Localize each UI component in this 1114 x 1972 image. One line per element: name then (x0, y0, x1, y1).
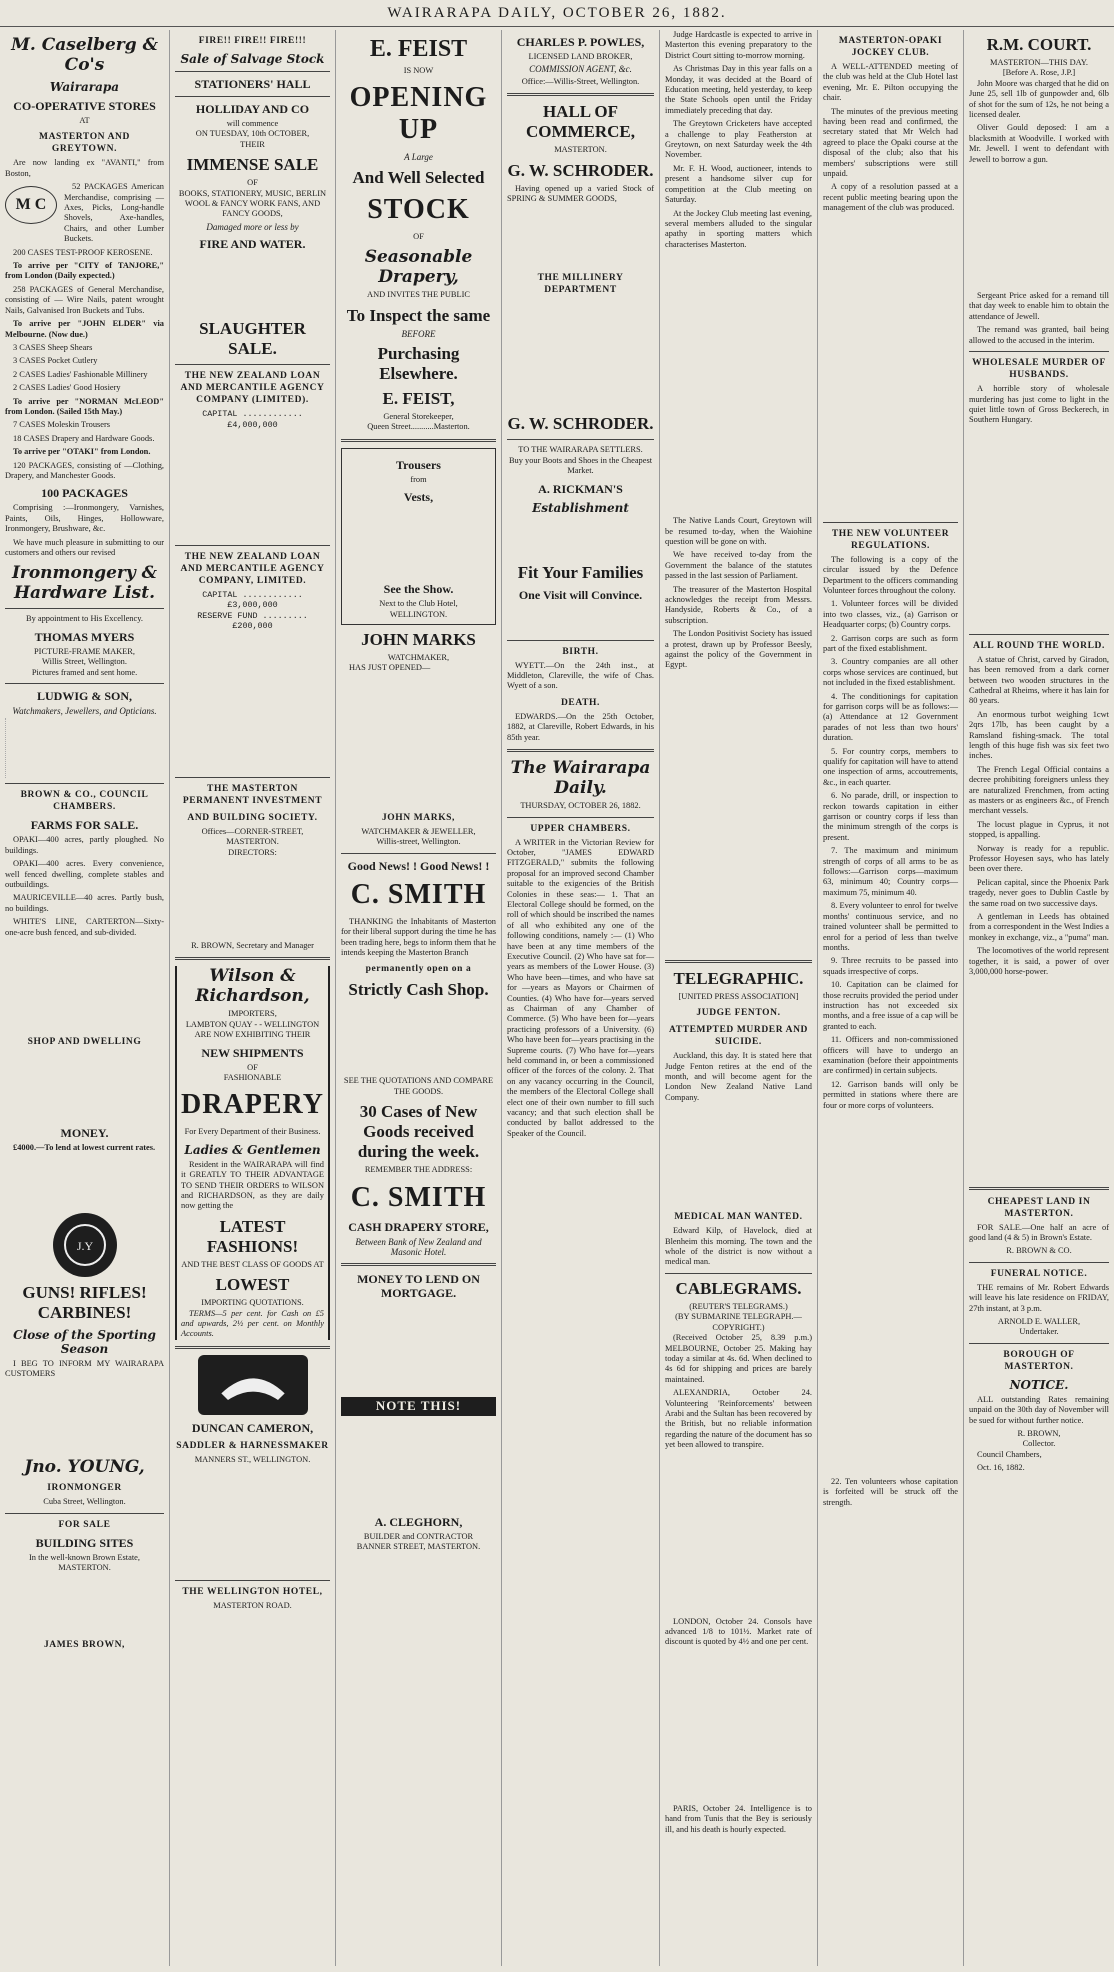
capital-line-1: CAPITAL ............ £4,000,000 (202, 409, 303, 430)
customer-notice: I BEG TO INFORM MY WAIRARAPA CUSTOMERS (5, 1358, 164, 1378)
guns-heading: GUNS! RIFLES! CARBINES! (22, 1282, 147, 1322)
arrival-notice-1: To arrive per "CITY of TANJORE," from London (Daily expected.) (5, 261, 164, 281)
smith-filler (341, 1003, 496, 1073)
local-news-9: The London Positivist Society has issued a protest, drawn up by Professor Beesly, against the policy of the Government in Egypt. (665, 629, 812, 670)
cash-shop-heading: Strictly Cash Shop. (348, 980, 489, 1000)
wellington-label: WELLINGTON. (389, 609, 448, 619)
farm-listing-4: WHITE'S LINE, CARTERTON—Sixty-one-acre bush fenced, and sub-divided. (5, 917, 164, 937)
lowest-label: LOWEST (215, 1275, 290, 1295)
myers-note: Pictures framed and sent home. (31, 667, 138, 677)
storekeeper-label: General Storekeeper, (383, 412, 454, 422)
regulation-12: 12. Garrison bands will only be permitted in stations where there are four or more corps of volunteers. (823, 1079, 958, 1110)
land-broker-label: LICENSED LAND BROKER, (528, 52, 633, 61)
builder-label: BUILDER and CONTRACTOR (363, 1531, 474, 1541)
co-operative-stores-heading: CO-OPERATIVE STORES (13, 99, 156, 113)
shop-dwelling-heading: SHOP AND DWELLING (27, 1037, 142, 1048)
notice-heading: NOTICE. (1009, 1377, 1069, 1392)
queen-street-label: Queen Street...........Masterton. (367, 422, 470, 432)
masthead-title: WAIRARAPA DAILY, OCTOBER 26, 1882. (387, 5, 727, 21)
package-list-9: 18 CASES Drapery and Hardware Goods. (13, 433, 155, 443)
settlers-label: TO THE WAIRARAPA SETTLERS. (518, 445, 643, 455)
regulation-9: 9. Three recruits to be passed into squads irrespective of corps. (823, 956, 958, 976)
building-society-filler (175, 858, 330, 938)
package-list-10: 120 PACKAGES, consisting of —Clothing, Drapery, and Manchester Goods. (5, 460, 164, 480)
court-para-3: Sergeant Price asked for a remand till that day week to enable him to obtain the attendance of Jewell. (969, 291, 1109, 321)
salvage-heading: Sale of Salvage Stock (180, 52, 325, 66)
world-news-3: The French Legal Official contains a decree prohibiting foreigners unless they are naturalized Frenchmen, from acting as masters or as engineers &c., of French merchant vessels. (969, 764, 1109, 816)
cheapest-land-text: FOR SALE.—One half an acre of good land (4 & 5) in Brown's Estate. (969, 1222, 1109, 1242)
council-chambers-label: Council Chambers, (977, 1449, 1042, 1459)
court-para-1: John Moore was charged that he did on June 25, sell 1lb of gunpowder and, 6lb of shot for the sum of 12s, he not being a licensed dealer. (969, 78, 1109, 120)
trousers-from-label: from (410, 474, 427, 484)
immense-sale-heading: IMMENSE SALE (186, 155, 319, 175)
drapery-heading: DRAPERY (181, 1089, 324, 1121)
note-this-filler (341, 1420, 496, 1510)
purchasing-elsewhere-heading: Purchasing Elsewhere. (377, 344, 460, 384)
commission-agent-label: COMMISSION AGENT, &c. (529, 64, 632, 75)
permanently-open-label: permanently open on a (365, 964, 472, 975)
court-para-2: Oliver Gould deposed: I am a blacksmith at Woodville. I worked with Mr. Jewell. I went to defendant with Jewell to borrow a gun. (969, 123, 1109, 164)
customer-notice-filler (5, 1382, 164, 1452)
mc-trade-mark: M C (5, 186, 57, 224)
a-large-label: A Large (404, 152, 433, 163)
arrival-notice-4: To arrive per "OTAKI" from London. (13, 447, 151, 457)
myers-trade: PICTURE-FRAME MAKER, (34, 646, 135, 656)
rm-court-judge: [Before A. Rose, J.P.] (1002, 68, 1076, 78)
saddle-illustration-icon (198, 1355, 308, 1415)
package-list-2: 200 CASES TEST-PROOF KEROSENE. (13, 247, 153, 257)
smith-heading-2: C. SMITH (350, 1181, 487, 1213)
rm-court-date: MASTERTON—THIS DAY. (990, 58, 1088, 67)
cable-paris: PARIS, October 24. Intelligence is to hand from Tunis that the Bey is seriously ill, and his death is hourly expected. (665, 1803, 812, 1834)
commence-label: will commence (226, 119, 279, 128)
birth-heading: BIRTH. (562, 646, 599, 657)
powles-office: Office:—Willis-Street, Wellington. (521, 76, 640, 86)
local-news-2: As Christmas Day in this year falls on a Monday, it was decided at the Board of Education meeting, held yesterday, to keep the State Schools open until the Friday immediately preceding that day. (665, 64, 812, 115)
thorburn-filler (346, 507, 491, 577)
wairarapa-advantage-text: Resident in the WAIRARAPA will find it GREATLY TO THEIR ADVANTAGE TO SEND THEIR ORDERS to WILSON and RICHARDSON, as they are daily now getting the (181, 1159, 324, 1211)
goods-list: BOOKS, STATIONERY, MUSIC, BERLIN WOOL & FANCY WORK FANS, AND FANCY GOODS, (178, 188, 327, 219)
best-class-label: AND THE BEST CLASS OF GOODS AT (181, 1259, 324, 1269)
just-opened-label: HAS JUST OPENED— (349, 663, 431, 673)
of-label: OF (247, 178, 258, 188)
marks-filler (341, 677, 496, 807)
court-para-4: The remand was granted, bail being allowed to the accused in the interim. (969, 325, 1109, 345)
well-selected-heading: And Well Selected (352, 167, 485, 187)
collector-label: Collector. (1022, 1439, 1056, 1449)
money-filler (5, 1157, 164, 1207)
paper-dateline: THURSDAY, OCTOBER 26, 1882. (520, 801, 641, 811)
fenton-text: Auckland, this day. It is stated here that Judge Fenton retires at the end of the month, and will become agent for the London New Zealand Native Land Company. (665, 1051, 812, 1102)
myers-heading: THOMAS MYERS (34, 629, 135, 644)
rickman-filler (507, 518, 654, 558)
package-list-6: 2 CASES Ladies' Fashionable Millinery (13, 369, 148, 379)
court-filler (969, 168, 1109, 288)
cash-drapery-label: CASH DRAPERY STORE, (348, 1219, 489, 1234)
millinery-heading: THE MILLINERY DEPARTMENT (537, 273, 624, 296)
capital-line-2: CAPITAL ............ £3,000,000 (202, 590, 303, 611)
world-news-4: The locust plague in Cyprus, it not stopped, is appalling. (969, 819, 1109, 840)
wholesale-murder-filler (969, 429, 1109, 629)
reuters-label: (REUTER'S TELEGRAMS.) (689, 1301, 788, 1311)
nz-loan-filler-1 (175, 430, 330, 540)
svg-text:J.Y: J.Y (76, 1238, 93, 1253)
building-sites-heading: BUILDING SITES (35, 1535, 134, 1550)
column-6 (818, 30, 964, 1966)
arrival-notice-3: To arrive per "NORMAN McLEOD" from London. (Sailed 15th May.) (5, 396, 164, 416)
smith-heading: C. SMITH (350, 878, 487, 910)
see-show-heading: See the Show. (383, 582, 454, 597)
paper-nameplate: The Wairarapa Daily. (510, 758, 651, 799)
boots-shoes-label: Buy your Boots and Shoes in the Cheapest Market. (508, 455, 653, 476)
building-society-subheading: AND BUILDING SOCIETY. (187, 812, 318, 823)
local-news-filler-2 (665, 674, 812, 954)
marks-signature: JOHN MARKS, (381, 812, 456, 823)
of-label-3: OF (413, 231, 424, 241)
department-label: For Every Department of their Business. (184, 1127, 321, 1137)
good-news-heading: Good News! ! Good News! ! (347, 858, 490, 873)
column-1 (0, 30, 170, 1966)
regulation-6: 6. No parade, drill, or inspection to reckon towards capitation in either garrison or country corps if less than the minimum strength of the corps is present. (823, 791, 958, 842)
package-list-3: 258 PACKAGES of General Merchandise, consisting of — Wire Nails, patent wrought Nails, Galvanised Iron Buckets and Tubs. (5, 284, 164, 315)
banner-street-label: BANNER STREET, MASTERTON. (356, 1542, 481, 1552)
for-sale-heading: FOR SALE (58, 1519, 111, 1530)
new-goods-heading: 30 Cases of New Goods received during the week. (357, 1102, 480, 1162)
regulation-22: 22. Ten volunteers whose capitation is forfeited will be struck off the strength. (823, 1477, 958, 1507)
brown-estate-text: In the well-known Brown Estate, MASTERTON. (29, 1552, 140, 1573)
ladies-gentlemen-label: Ladies & Gentlemen (184, 1142, 321, 1157)
money-lend-filler (341, 1303, 496, 1393)
vests-label: Vests, (403, 490, 434, 505)
feist-signature: E. FEIST, (382, 389, 455, 409)
local-news-1: Judge Hardcastle is expected to arrive in Masterton this evening preparatory to the District Court sitting to-morrow morning. (665, 30, 812, 60)
volunteer-regulations-heading: THE NEW VOLUNTEER REGULATIONS. (831, 528, 950, 551)
holliday-heading: HOLLIDAY AND CO (195, 102, 310, 116)
upper-chambers-heading: UPPER CHAMBERS. (530, 823, 631, 834)
jockey-club-3: A copy of a resolution passed at a recent public meeting bearing upon the management of the club was produced. (823, 182, 958, 213)
cheapest-land-heading: CHEAPEST LAND IN MASTERTON. (987, 1196, 1091, 1219)
inspect-heading: To Inspect the same (346, 305, 491, 325)
column-7 (964, 30, 1114, 1966)
ludwig-heading: LUDWIG & SON, (36, 689, 132, 704)
judge-fenton-heading: JUDGE FENTON. (696, 1008, 781, 1019)
wellington-hotel-heading: THE WELLINGTON HOTEL, (182, 1587, 323, 1598)
ludwig-trade: Watchmakers, Jewellers, and Opticians. (12, 706, 157, 717)
schroder-filler (507, 207, 654, 267)
note-this-banner: NOTE THIS! (341, 1397, 496, 1415)
terms-text: TERMS—5 per cent. for Cash on £5 and upwards, 2½ per cent. on Monthly Accounts. (181, 1308, 324, 1339)
medical-man-heading: MEDICAL MAN WANTED. (674, 1212, 803, 1223)
column-2 (170, 30, 336, 1966)
saddler-label: SADDLER & HARNESSMAKER (176, 1440, 329, 1451)
fashionable-label: FASHIONABLE (223, 1072, 282, 1082)
regulation-8: 8. Every volunteer to enrol for twelve months' continuous service, and no trained volunteer shall be permitted to enrol for a period of less than twelve months. (823, 901, 958, 952)
fit-families-heading: Fit Your Families (517, 562, 644, 582)
regulation-5: 5. For country corps, members to qualify for capitation will have to attend one inspection of arms, accoutrements, &c., in each quarter. (823, 746, 958, 787)
funeral-notice-heading: FUNERAL NOTICE. (990, 1268, 1088, 1279)
cameron-address: MANNERS ST., WELLINGTON. (194, 1454, 311, 1464)
rm-court-heading: R.M. COURT. (986, 35, 1092, 54)
importers-label: IMPORTERS, (228, 1009, 277, 1019)
ironmonger-label: IRONMONGER (47, 1483, 122, 1494)
council-date-label: Oct. 16, 1882. (977, 1463, 1025, 1473)
farm-listing-3: MAURICEVILLE—40 acres. Partly bush, no buildings. (5, 893, 164, 913)
young-address: Cuba Street, Wellington. (43, 1497, 126, 1507)
masthead (0, 0, 1114, 27)
hall-commerce-heading: HALL OF COMMERCE, (525, 102, 636, 142)
world-news-1: A statue of Christ, carved by Giradon, has been removed from a dark corner between two wooden structures in the Cathedral at Rheims, where it has lain for 80 years. (969, 654, 1109, 706)
funeral-notice-text: THE remains of Mr. Robert Edwards will leave his late residence on FRIDAY, 27th instant, at 3 p.m. (969, 1282, 1109, 1313)
wilson-richardson-heading: Wilson & Richardson, (195, 966, 310, 1007)
shop-dwelling-filler (5, 1051, 164, 1121)
james-brown-signature: JAMES BROWN, (43, 1639, 126, 1650)
local-news-filler-1 (665, 253, 812, 513)
young-heading: Jno. YOUNG, (24, 1457, 145, 1478)
crest-emblem-icon (53, 1213, 117, 1277)
compare-goods-label: SEE THE QUOTATIONS AND COMPARE THE GOODS. (343, 1076, 494, 1096)
package-list-1: 52 PACKAGES American Merchandise, comprising — Axes, Picks, Long-handle Shovels, Axe-handles, Chairs, and other Lumber Buckets. (64, 182, 164, 244)
local-news-4: Mr. F. H. Wood, auctioneer, intends to present a handsome silver cup for competition at the Club meeting on Saturday. (665, 163, 812, 205)
local-news-8: The treasurer of the Masterton Hospital acknowledges the receipt from Messrs. Handyside, Roberts & Co., of a subscription. (665, 584, 812, 625)
masterton-label: MASTERTON. (554, 145, 607, 155)
medical-man-text: Edward Kilp, of Havelock, died at Blenheim this morning. The town and the whole of the district is now without a medical man. (665, 1226, 812, 1267)
package-list-4: 3 CASES Sheep Shears (13, 342, 93, 352)
cable-filler-2 (665, 1651, 812, 1801)
farm-listing-1: OPAKI—400 acres, partly ploughed. No buildings. (5, 835, 164, 855)
landing-text: Are now landing ex "AVANTI," from Boston, (5, 158, 164, 178)
schroder-signature: G. W. SCHRODER. (507, 414, 654, 434)
seasonable-drapery-heading: Seasonable Drapery, (364, 247, 473, 288)
cameron-filler (175, 1465, 330, 1575)
regulation-intro: The following is a copy of the circular issued by the Defence Department to the officers commanding Volunteer forces throughout the colony. (823, 554, 958, 595)
ludwig-body-filler (5, 718, 164, 778)
world-news-8: The locomotives of the world represent together, it is said, a power of over 3,000,000 horse-power. (969, 946, 1109, 977)
regulation-3: 3. Country companies are all other corps whose services are continued, but not included in the fixed establishment. (823, 657, 958, 688)
money-text: £4000.—To lend at lowest current rates. (13, 1143, 156, 1153)
caselberg-heading: M. Caselberg & Co's (11, 35, 158, 75)
undertaker-name: ARNOLD E. WALLER, (997, 1316, 1081, 1326)
jockey-club-1: A WELL-ATTENDED meeting of the club was held at the Club Hotel last evening, Mr. E. Pilton occupying the chair. (823, 62, 958, 103)
cable-alexandria: ALEXANDRIA, October 24. Volunteering 'Reinforcements' between Arabi and the Sultan has been recovered by the British, but no reliable information regarding the nature of the document has so yet been allowed to transpire. (665, 1388, 812, 1450)
of-label-2: OF (247, 1062, 258, 1072)
telegraphic-filler (665, 1106, 812, 1206)
package-list-11-heading: 100 PACKAGES (41, 486, 128, 501)
building-sites-filler (5, 1574, 164, 1634)
watchmaker-label: WATCHMAKER, (387, 653, 450, 663)
local-news-6: The Native Lands Court, Greytown will be resumed to-day, when the Waiohine question will be gone on with. (665, 516, 812, 546)
package-list-5: 3 CASES Pocket Cutlery (13, 356, 98, 366)
world-news-7: A gentleman in Leeds has obtained from a correspondent in the West Indies a monkey in exchange, viz., a "puma" man. (969, 912, 1109, 942)
attempted-murder-heading: ATTEMPTED MURDER AND SUICIDE. (668, 1025, 809, 1048)
rickman-heading: A. RICKMAN'S (538, 481, 623, 496)
stock-heading: STOCK (367, 193, 470, 225)
damaged-label: Damaged more or less by (206, 221, 299, 232)
cable-filler (665, 1454, 812, 1614)
regulation-1: 1. Volunteer forces will be divided into two classes, viz., (a) Garrison or Headquarter corps; (b) Country corps. (823, 599, 958, 630)
death-heading: DEATH. (560, 697, 601, 708)
establishment-label: Establishment (532, 500, 629, 515)
revised-list-note: We have much pleasure in submitting to our customers and others our revised (5, 537, 164, 557)
wholesale-murder-heading: WHOLESALE MURDER OF HUSBANDS. (972, 358, 1106, 381)
nz-loan-heading-1: THE NEW ZEALAND LOAN AND MERCANTILE AGENCY COMPANY (LIMITED). (180, 371, 325, 406)
trousers-label: Trousers (396, 457, 441, 472)
death-notice: EDWARDS.—On the 25th October, 1882, at Clareville, Robert Edwards, in his 85th year. (507, 711, 654, 742)
at-label: AT (79, 116, 90, 125)
money-heading: MONEY. (60, 1126, 109, 1141)
column-3 (336, 30, 502, 1966)
marks-heading: JOHN MARKS (361, 630, 476, 650)
cable-melbourne: (Received October 25, 8.39 p.m.) MELBOURNE, October 25. Making hay today a similar at 4s. 6d. When declined to 4s 6d for shipping and prices are barely maintained. (665, 1333, 812, 1384)
their-label: THEIR (240, 139, 265, 149)
secretary-line: R. BROWN, Secretary and Manager (191, 940, 314, 950)
local-news-3: The Greytown Cricketers have accepted a challenge to play Featherston at Greytown, on next Saturday week the 4th November. (665, 119, 812, 160)
feist-heading: E. FEIST (369, 36, 468, 62)
jockey-club-2: The minutes of the previous meeting having been read and confirmed, the secretary stated that Mr Welch had agreed to place the Opaki course at the disposal of the club; also that his members' subscriptions were still unpaid. (823, 106, 958, 179)
collector-name: R. BROWN, (1017, 1428, 1061, 1438)
fire-sale-filler (175, 254, 330, 314)
brown-heading: BROWN & CO., COUNCIL CHAMBERS. (20, 790, 149, 813)
one-visit-filler (507, 605, 654, 635)
nz-loan-heading-2: THE NEW ZEALAND LOAN AND MERCANTILE AGENCY COMPANY, LIMITED. (180, 552, 325, 587)
farm-listing-filler (5, 941, 164, 1031)
between-banks-label: Between Bank of New Zealand and Masonic Hotel. (355, 1236, 482, 1257)
cable-london: LONDON, October 24. Consols have advanced 1/8 to 101½. Market rate of discount is quoted by 4½ and one per cent. (665, 1616, 812, 1647)
building-society-office: Offices—CORNER-STREET, MASTERTON. (201, 826, 304, 847)
money-lend-heading: MONEY TO LEND ON MORTGAGE. (357, 1272, 480, 1301)
date-label: ON TUESDAY, 10th OCTOBER, (195, 129, 310, 139)
package-list-7: 2 CASES Ladies' Good Hosiery (13, 383, 121, 393)
remember-label: REMEMBER THE ADDRESS: (364, 1165, 473, 1175)
invites-label: AND INVITES THE PUBLIC (367, 290, 470, 300)
stationers-hall-heading: STATIONERS' HALL (194, 77, 311, 91)
wellington-hotel-road: MASTERTON ROAD. (213, 1601, 292, 1611)
latest-fashions-heading: LATEST FASHIONS! (206, 1216, 299, 1256)
world-news-6: Pelican capital, since the Phoenix Park tragedy, never goes to Dublin Castle by the same road on two successive days. (969, 877, 1109, 908)
sporting-season-heading: Close of the Sporting Season (13, 1327, 156, 1356)
building-society-heading: THE MASTERTON PERMANENT INVESTMENT (182, 783, 323, 806)
millinery-filler (507, 299, 654, 409)
column-4 (502, 30, 660, 1966)
local-news-7: We have received to-day from the Government the balance of the statutes passed in the last session of Parliament. (665, 550, 812, 581)
local-news-5: At the Jockey Club meeting last evening, several members alluded to the singular apathy in sporting matters which characterises Masterton. (665, 208, 812, 249)
schroder-stock-text: Having opened up a varied Stock of SPRING & SUMMER GOODS, (507, 183, 654, 204)
is-now-label: IS NOW (403, 66, 434, 75)
appointment-line: By appointment to His Excellency. (26, 614, 143, 624)
locations-heading: MASTERTON AND GREYTOWN. (39, 132, 130, 155)
fire-heading: FIRE!! FIRE!! FIRE!!! (198, 36, 307, 46)
arrival-notice-2: To arrive per "JOHN ELDER" via Melbourne. (Now due.) (5, 319, 164, 339)
exhibiting-label: ARE NOW EXHIBITING THEIR (194, 1030, 311, 1040)
smith-thanks-text: THANKING the Inhabitants of Masterton for their liberal support during the time he has been trading here, begs to inform them that he intends keeping the Masterton Branch (341, 916, 496, 957)
regulation-7: 7. The maximum and minimum strength of corps of all arms to be as follows:—Garrison corps—maximum 63, minimum 40; Country corps—maximum 75, minimum 40. (823, 846, 958, 897)
press-association-label: [UNITED PRESS ASSOCIATION] (678, 991, 799, 1001)
cameron-heading: DUNCAN CAMERON, (191, 1420, 314, 1435)
regulation-10: 10. Capitation can be claimed for those recruits provided the period under instruction has not exceeded six months, and a free issue of a cap will be granted to each. (823, 980, 958, 1031)
undertaker-label: Undertaker. (1019, 1327, 1059, 1337)
package-list-8: 7 CASES Moleskin Trousers (13, 420, 111, 430)
opening-up-heading: OPENING UP (349, 82, 488, 146)
jeweller-label: WATCHMAKER & JEWELLER, (361, 826, 476, 836)
cheapest-land-signature: R. BROWN & CO. (1006, 1246, 1072, 1256)
regulation-filler (823, 1114, 958, 1474)
cablegrams-heading: CABLEGRAMS. (675, 1278, 802, 1298)
cleghorn-heading: A. CLEGHORN, (374, 1514, 463, 1529)
world-news-2: An enormous turbot weighing 1cwt 2qrs 17lb, has been caught by a Ramsland fishing-smack. The total length of this huge fish was six feet two inches. (969, 709, 1109, 761)
regulation-2: 2. Garrison corps are such as form part of the fixed establishment. (823, 633, 958, 653)
willis-street-label: Willis-street, Wellington. (376, 837, 461, 847)
column-5 (660, 30, 818, 1966)
importing-quotations-label: IMPORTING QUOTATIONS. (201, 1298, 304, 1308)
regulation-4: 4. The conditionings for capitation for garrison corps will be as follows:—(a) Attendance at 12 Government parades of not less than two hours' duration. (823, 691, 958, 743)
reserve-line: RESERVE FUND ......... £200,000 (197, 610, 308, 632)
caselberg-subheading: Wairarapa (49, 80, 120, 94)
fire-water-label: FIRE AND WATER. (199, 237, 306, 252)
world-news-5: Norway is ready for a republic. Professor Hoyesen says, who has lately been over there. (969, 843, 1109, 874)
borough-heading: BOROUGH OF MASTERTON. (1003, 1349, 1075, 1372)
directors-label: DIRECTORS: (228, 847, 277, 857)
myers-address: Willis Street, Wellington. (42, 657, 127, 667)
one-visit-heading: One Visit will Convince. (518, 587, 643, 602)
all-round-world-heading: ALL ROUND THE WORLD. (972, 640, 1105, 651)
new-shipments-label: NEW SHIPMENTS (201, 1045, 304, 1060)
telegraphic-heading: TELEGRAPHIC. (673, 968, 804, 988)
regulation-11: 11. Officers and non-commissioned officers will have to undergo an examination (before their appointments are confirmed) in certain subjects. (823, 1035, 958, 1076)
nz-loan-filler-2 (175, 632, 330, 772)
farms-heading: FARMS FOR SALE. (30, 818, 139, 833)
world-news-filler (969, 981, 1109, 1181)
upper-chambers-body: A WRITER in the Victorian Review for October, "JAMES EDWARD FITZGERALD," submits the following proposal for an improved second Chamber suitable to the exigencies of the British Colonies in these seas:— 1. That an Electoral College should be formed, on the roll of which should be inscribed the names of all who exhibited any one of the following conditions, namely :— (1) Who have been at any time members of the Executive Council. (2) Who have sat for—years as members of the Lower House. (3) Who have been—times, and who have sat for —years as Mayors or Chairmen of Counties. (4) Who have for—years served as Chairman of any Chamber of Commerce. (5) Who have been for—years practicing professors of a University. (6) Who have been for—years practising in the Supreme courts. (7) Who have for—years held command in, or been a commissioned officer of the forces of the colony. 2. That on any vacancy occurring in the Council, the members of the Electoral College shall elect one of their own number to fill such vacancy; and that such election shall be conducted by ballot addressed to the Speaker of the Council. (507, 837, 654, 1138)
club-hotel-label: Next to the Club Hotel, (379, 599, 458, 609)
lambton-quay-label: LAMBTON QUAY - - WELLINGTON (185, 1019, 320, 1029)
jockey-club-filler (823, 217, 958, 517)
jockey-club-heading: MASTERTON-OPAKI JOCKEY CLUB. (838, 36, 943, 58)
wholesale-murder-text: A horrible story of wholesale murdering has just come to light in the quiet little town of Gross Beckerech, in Southern Hungary. (969, 384, 1109, 425)
submarine-label: (BY SUBMARINE TELEGRAPH.—COPYRIGHT.) (675, 1312, 802, 1332)
farm-listing-2: OPAKI—400 acres. Every convenience, well fenced dwelling, complete stables and outbuildings. (5, 859, 164, 890)
powles-heading: CHARLES P. POWLES, (516, 35, 645, 49)
schroder-heading: G. W. SCHRODER. (507, 160, 654, 180)
rates-notice-text: ALL outstanding Rates remaining unpaid on the 30th day of November will be sued for without further notice. (969, 1394, 1109, 1425)
slaughter-sale-heading: SLAUGHTER SALE. (199, 319, 306, 359)
birth-notice: WYETT.—On the 24th inst., at Middleton, Clareville, the wife of Chas. Wyett of a son. (507, 660, 654, 691)
package-list-11: Comprising :—Ironmongery, Varnishes, Paints, Oils, Hinges, Hollowware, Ironmongery, Brushware, &c. (5, 503, 164, 534)
ironmongery-heading: Ironmongery & Hardware List. (11, 563, 158, 604)
before-label: BEFORE (401, 328, 436, 339)
